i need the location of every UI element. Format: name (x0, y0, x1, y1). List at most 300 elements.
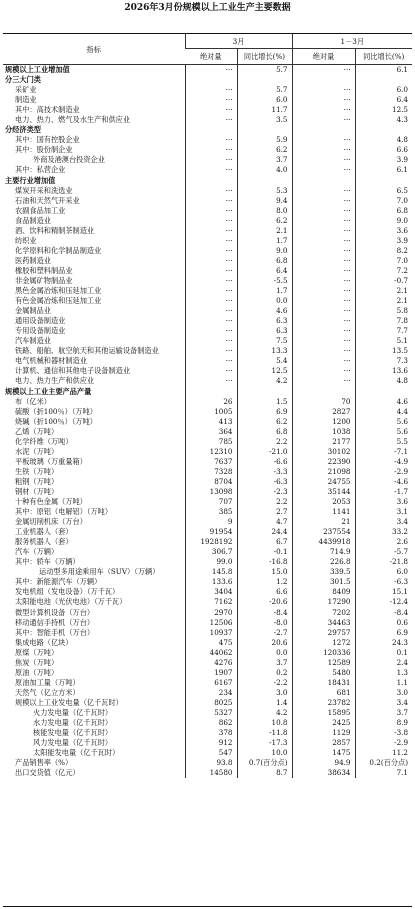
table-row (3, 748, 412, 758)
row-label: 钢材（万吨） (15, 486, 59, 496)
march-growth: -2.2 (237, 678, 292, 688)
q1-value: 15895 (292, 708, 355, 718)
q1-growth: 3.9 (355, 155, 412, 165)
q1-value: ··· (292, 105, 355, 115)
q1-growth: 3.6 (355, 226, 412, 236)
row-label: 其中：国有控股企业 (15, 135, 80, 145)
row-label: 核能发电量（亿千瓦时） (33, 728, 113, 738)
q1-growth: -3.8 (355, 728, 412, 738)
q1-value: ··· (292, 336, 355, 346)
march-value: ··· (185, 376, 237, 386)
march-value: 385 (185, 507, 237, 517)
march-growth: 1.2 (237, 577, 292, 587)
row-label: 规模以上工业发电量（亿千瓦时） (15, 697, 123, 707)
table-row (3, 477, 412, 487)
table-row (3, 467, 412, 477)
q1-value: 24755 (292, 477, 355, 487)
march-growth: -8.0 (237, 618, 292, 628)
q1-growth: 4.8 (355, 376, 412, 386)
q1-value: 1129 (292, 728, 355, 738)
march-growth: 2.2 (237, 497, 292, 507)
q1-growth: 2.6 (355, 537, 412, 547)
q1-value: 5480 (292, 668, 355, 678)
row-label: 平板玻璃（万重量箱） (15, 456, 87, 466)
q1-growth: 7.0 (355, 256, 412, 266)
table-row (3, 648, 412, 658)
table-row (3, 125, 412, 135)
q1-growth: 3.4 (355, 698, 412, 708)
table-row (3, 457, 412, 467)
march-value: 91954 (185, 527, 237, 537)
march-growth: 9.0 (237, 246, 292, 256)
march-growth: 2.7 (237, 507, 292, 517)
q1-value: 35144 (292, 487, 355, 497)
march-growth: 0.2 (237, 668, 292, 678)
table-row (3, 196, 412, 206)
q1-growth: -4.9 (355, 457, 412, 467)
row-label: 火力发电量（亿千瓦时） (33, 708, 113, 717)
march-growth: -0.1 (237, 547, 292, 557)
march-value: 306.7 (185, 547, 237, 557)
march-value: 44062 (185, 648, 237, 658)
march-value: 2970 (185, 608, 237, 618)
march-value: ··· (185, 165, 237, 175)
table-row (3, 507, 412, 517)
row-label: 产品销售率（%） (15, 758, 73, 768)
march-value: ··· (185, 316, 237, 326)
march-value (185, 125, 237, 135)
table-row (3, 356, 412, 366)
row-label: 运动型多用途乘用车（SUV）（万辆） (39, 567, 160, 577)
table-row (3, 527, 412, 537)
q1-value: 18431 (292, 678, 355, 688)
march-growth: 5.4 (237, 356, 292, 366)
q1-value: ··· (292, 356, 355, 366)
march-value: ··· (185, 105, 237, 115)
q1-growth: 6.1 (355, 65, 412, 76)
q1-growth (355, 125, 412, 135)
table-row (3, 638, 412, 648)
row-label: 烧碱（折100％）（万吨） (15, 416, 97, 426)
q1-value: ··· (292, 165, 355, 175)
row-label: 化学纤维（万吨） (15, 436, 73, 446)
march-growth: 13.3 (237, 346, 292, 356)
q1-value: 1272 (292, 638, 355, 648)
q1-value: ··· (292, 145, 355, 155)
row-label: 通用设备制造业 (15, 316, 66, 326)
row-label: 非金属矿物制品业 (15, 275, 73, 285)
q1-value: 1141 (292, 507, 355, 517)
q1-value: ··· (292, 85, 355, 95)
row-label: 计算机、通信和其他电子设备制造业 (15, 366, 131, 376)
march-growth: 0.7(百分点) (237, 758, 292, 768)
march-growth: 7.5 (237, 336, 292, 346)
row-label: 其中：股份制企业 (15, 145, 73, 155)
q1-growth: 3.7 (355, 708, 412, 718)
march-growth: 6.0 (237, 95, 292, 105)
march-growth: 15.0 (237, 567, 292, 577)
q1-value: ··· (292, 196, 355, 206)
row-label: 电气机械和器材制造业 (15, 356, 87, 366)
q1-value: 714.9 (292, 547, 355, 557)
row-label: 有色金属冶炼和压延加工业 (15, 296, 102, 306)
table-row (3, 376, 412, 386)
q1-growth: 8.2 (355, 246, 412, 256)
march-value: 26 (185, 397, 237, 407)
march-growth: 6.9 (237, 407, 292, 417)
march-value: 99.0 (185, 557, 237, 567)
row-label: 医药制造业 (15, 255, 51, 265)
row-label: 其中：私营企业 (15, 165, 66, 175)
march-value: 133.6 (185, 577, 237, 587)
row-label: 农副食品加工业 (15, 205, 66, 215)
march-growth: 6.2 (237, 216, 292, 226)
row-label: 发电机组（发电设备）（万千瓦） (15, 587, 120, 597)
march-value: 364 (185, 427, 237, 437)
march-value: 1928192 (185, 537, 237, 547)
march-growth: 6.2 (237, 145, 292, 155)
q1-value: ··· (292, 155, 355, 165)
march-growth: 3.0 (237, 688, 292, 698)
q1-growth: 5.5 (355, 437, 412, 447)
q1-growth: 9.0 (355, 216, 412, 226)
table-row (3, 186, 412, 196)
q1-growth: 6.6 (355, 145, 412, 155)
table-row (3, 176, 412, 186)
march-value: 785 (185, 437, 237, 447)
march-growth (237, 387, 292, 397)
table-row (3, 326, 412, 336)
q1-value: ··· (292, 216, 355, 226)
q1-growth: 2.1 (355, 296, 412, 306)
indicator-header: 指标 (3, 34, 185, 65)
table-row (3, 306, 412, 316)
march-growth: 0.0 (237, 648, 292, 658)
march-header: 3月 (185, 34, 292, 49)
q1-growth: 5.1 (355, 336, 412, 346)
row-label: 太阳能电池（光伏电池）（万千瓦） (15, 597, 127, 607)
row-label: 太阳能发电量（亿千瓦时） (33, 748, 120, 758)
q1-growth: 33.2 (355, 527, 412, 537)
march-growth: -11.8 (237, 728, 292, 738)
march-growth: -16.8 (237, 557, 292, 567)
table-row (3, 316, 412, 326)
q1-value: ··· (292, 286, 355, 296)
q1-value: 1200 (292, 417, 355, 427)
march-value: 1907 (185, 668, 237, 678)
table-row (3, 246, 412, 256)
march-value: ··· (185, 286, 237, 296)
row-label: 酒、饮料和精制茶制造业 (15, 225, 95, 235)
march-value: ··· (185, 196, 237, 206)
table-row (3, 437, 412, 447)
march-value: ··· (185, 336, 237, 346)
row-label: 风力发电量（亿千瓦时） (33, 738, 113, 748)
march-value: 475 (185, 638, 237, 648)
q1-growth-header: 同比增长(%) (355, 49, 412, 65)
q1-growth (355, 387, 412, 397)
table-row (3, 708, 412, 718)
march-growth: 3.5 (237, 115, 292, 125)
table-row (3, 427, 412, 437)
table-row (3, 758, 412, 768)
table-row (3, 407, 412, 417)
march-growth: 1.7 (237, 236, 292, 246)
march-value: ··· (185, 85, 237, 95)
march-growth: -8.4 (237, 608, 292, 618)
row-label: 规模以上工业主要产品产量 (5, 386, 92, 396)
table-row (3, 266, 412, 276)
q1-growth: 3.4 (355, 517, 412, 527)
q1-growth: 7.3 (355, 356, 412, 366)
march-value: 378 (185, 728, 237, 738)
data-table (3, 34, 412, 778)
q1-growth: 3.0 (355, 688, 412, 698)
march-growth: -6.3 (237, 477, 292, 487)
q1-growth: -21.8 (355, 557, 412, 567)
row-label: 焦炭（万吨） (15, 657, 59, 667)
table-row (3, 276, 412, 286)
q1-growth: 11.2 (355, 748, 412, 758)
q1-growth: 13.5 (355, 346, 412, 356)
q1-growth: 13.6 (355, 366, 412, 376)
march-value: 6167 (185, 678, 237, 688)
q1-growth: 6.0 (355, 85, 412, 95)
march-growth: 8.0 (237, 206, 292, 216)
march-growth: 5.7 (237, 65, 292, 76)
q1-value (292, 387, 355, 397)
q1-value: ··· (292, 326, 355, 336)
march-value: 547 (185, 748, 237, 758)
q1-value: 2857 (292, 738, 355, 748)
row-label: 微型计算机设备（万台） (15, 607, 95, 617)
table-row (3, 668, 412, 678)
q1-growth: 6.9 (355, 628, 412, 638)
q1-value: 2053 (292, 497, 355, 507)
march-growth: 1.4 (237, 698, 292, 708)
march-value: 707 (185, 497, 237, 507)
march-growth: 11.7 (237, 105, 292, 115)
march-value: ··· (185, 306, 237, 316)
march-value: ··· (185, 266, 237, 276)
march-value: ··· (185, 296, 237, 306)
q1-growth: -1.7 (355, 487, 412, 497)
march-value: 413 (185, 417, 237, 427)
march-growth: -17.3 (237, 738, 292, 748)
table-row (3, 135, 412, 145)
q1-growth: -0.7 (355, 276, 412, 286)
q1-value: 1475 (292, 748, 355, 758)
table-row (3, 698, 412, 708)
table-body (3, 65, 412, 779)
q1-growth: 3.9 (355, 236, 412, 246)
march-value: 8025 (185, 698, 237, 708)
march-growth: 1.7 (237, 286, 292, 296)
table-row (3, 567, 412, 577)
q1-growth: 2.1 (355, 286, 412, 296)
row-label: 其中：轿车（万辆） (15, 557, 80, 567)
q1-value: 7202 (292, 608, 355, 618)
q1-growth: 7.1 (355, 768, 412, 778)
march-growth: 4.2 (237, 708, 292, 718)
table-row (3, 547, 412, 557)
table-row (3, 336, 412, 346)
q1-value: 23782 (292, 698, 355, 708)
row-label: 乙烯（万吨） (15, 426, 59, 436)
q1-growth: 24.3 (355, 638, 412, 648)
q1-value: 301.5 (292, 577, 355, 587)
march-growth: 4.0 (237, 165, 292, 175)
q1-value: 30102 (292, 447, 355, 457)
table-row (3, 105, 412, 115)
q1-value: 120336 (292, 648, 355, 658)
march-value: ··· (185, 326, 237, 336)
q1-growth: 7.7 (355, 326, 412, 336)
q1-value: ··· (292, 366, 355, 376)
q1-value: ··· (292, 186, 355, 196)
q1-growth (355, 176, 412, 186)
q1-growth: 7.0 (355, 196, 412, 206)
table-row (3, 517, 412, 527)
march-growth: -5.5 (237, 276, 292, 286)
row-label: 其中：新能源汽车（万辆） (15, 577, 102, 587)
q1-growth: 6.4 (355, 95, 412, 105)
row-label: 电力、热力、燃气及水生产和供应业 (15, 115, 131, 125)
row-label: 煤炭开采和洗选业 (15, 185, 73, 195)
row-label: 原油加工量（万吨） (15, 677, 80, 687)
q1-growth: 5.8 (355, 306, 412, 316)
table-row (3, 738, 412, 748)
row-label: 布（亿米） (15, 396, 51, 406)
q1-value: ··· (292, 256, 355, 266)
march-growth: 6.3 (237, 316, 292, 326)
q1-value: 38634 (292, 768, 355, 778)
row-label: 其中：高技术制造业 (15, 105, 80, 115)
march-growth: 1.5 (237, 397, 292, 407)
march-value: 4276 (185, 658, 237, 668)
march-growth (237, 75, 292, 85)
q1-value: 17290 (292, 597, 355, 607)
row-label: 主要行业增加值 (5, 175, 56, 185)
row-label: 粗钢（万吨） (15, 476, 59, 486)
march-value (185, 75, 237, 85)
table-row (3, 688, 412, 698)
march-growth: -3.3 (237, 467, 292, 477)
q1-growth: 3.6 (355, 497, 412, 507)
q1-value: ··· (292, 316, 355, 326)
q1-growth: 4.6 (355, 397, 412, 407)
march-value: 234 (185, 688, 237, 698)
march-value: 5327 (185, 708, 237, 718)
q1-growth: 1.1 (355, 678, 412, 688)
march-value: 7162 (185, 597, 237, 607)
march-value: 862 (185, 718, 237, 728)
march-growth: 6.6 (237, 587, 292, 597)
row-label: 分经济类型 (5, 125, 41, 135)
table-row (3, 587, 412, 597)
table-row (3, 557, 412, 567)
row-label: 硫酸（折100％）（万吨） (15, 406, 97, 416)
q1-growth: 0.6 (355, 618, 412, 628)
q1-growth: 2.4 (355, 658, 412, 668)
march-growth: 4.6 (237, 306, 292, 316)
table-row (3, 387, 412, 397)
q1-value: ··· (292, 296, 355, 306)
q1-growth: -6.3 (355, 577, 412, 587)
q1-value: 22390 (292, 457, 355, 467)
table-row (3, 165, 412, 175)
march-growth: -2.7 (237, 628, 292, 638)
march-value: ··· (185, 186, 237, 196)
q1-value: 12589 (292, 658, 355, 668)
march-value: 3404 (185, 587, 237, 597)
row-label: 原煤（万吨） (15, 647, 59, 657)
march-value: ··· (185, 366, 237, 376)
table-row (3, 65, 412, 76)
table-row (3, 236, 412, 246)
row-label: 食品制造业 (15, 215, 51, 225)
q1-growth: -7.1 (355, 447, 412, 457)
q1-growth: 1.3 (355, 668, 412, 678)
march-value (185, 387, 237, 397)
march-growth (237, 125, 292, 135)
march-growth-header: 同比增长(%) (237, 49, 292, 65)
q1-abs-header: 绝对量 (292, 49, 355, 65)
march-value: 93.8 (185, 758, 237, 768)
march-value: ··· (185, 216, 237, 226)
march-growth: 6.2 (237, 417, 292, 427)
table-row (3, 768, 412, 778)
q1-value: ··· (292, 226, 355, 236)
row-label: 汽车制造业 (15, 336, 51, 346)
march-growth: 0.0 (237, 296, 292, 306)
q1-value: ··· (292, 266, 355, 276)
march-value: ··· (185, 206, 237, 216)
row-label: 黑色金属冶炼和压延加工业 (15, 286, 102, 296)
march-value: ··· (185, 65, 237, 76)
table-row (3, 577, 412, 587)
q1-value: 70 (292, 397, 355, 407)
march-value: 8704 (185, 477, 237, 487)
row-label: 服务机器人（套） (15, 537, 73, 547)
march-growth: 5.3 (237, 186, 292, 196)
table-row (3, 216, 412, 226)
march-growth: 4.7 (237, 517, 292, 527)
march-value: 1005 (185, 407, 237, 417)
march-value (185, 176, 237, 186)
march-growth: 4.2 (237, 376, 292, 386)
q1-growth: -8.4 (355, 608, 412, 618)
march-value: ··· (185, 95, 237, 105)
march-growth: 6.3 (237, 326, 292, 336)
march-growth: 10.0 (237, 748, 292, 758)
row-label: 原油（万吨） (15, 667, 59, 677)
q1-value: 29757 (292, 628, 355, 638)
march-growth: -21.0 (237, 447, 292, 457)
q1-growth: 7.8 (355, 316, 412, 326)
q1-value: ··· (292, 206, 355, 216)
q1-growth: -2.9 (355, 738, 412, 748)
table-row (3, 85, 412, 95)
march-growth: 8.7 (237, 768, 292, 778)
q1-growth: -4.6 (355, 477, 412, 487)
march-value: ··· (185, 145, 237, 155)
table-row (3, 658, 412, 668)
row-label: 铁路、船舶、航空航天和其他运输设备制造业 (15, 346, 159, 356)
march-value: 145.8 (185, 567, 237, 577)
q1-value: ··· (292, 65, 355, 76)
q1-value: 34463 (292, 618, 355, 628)
